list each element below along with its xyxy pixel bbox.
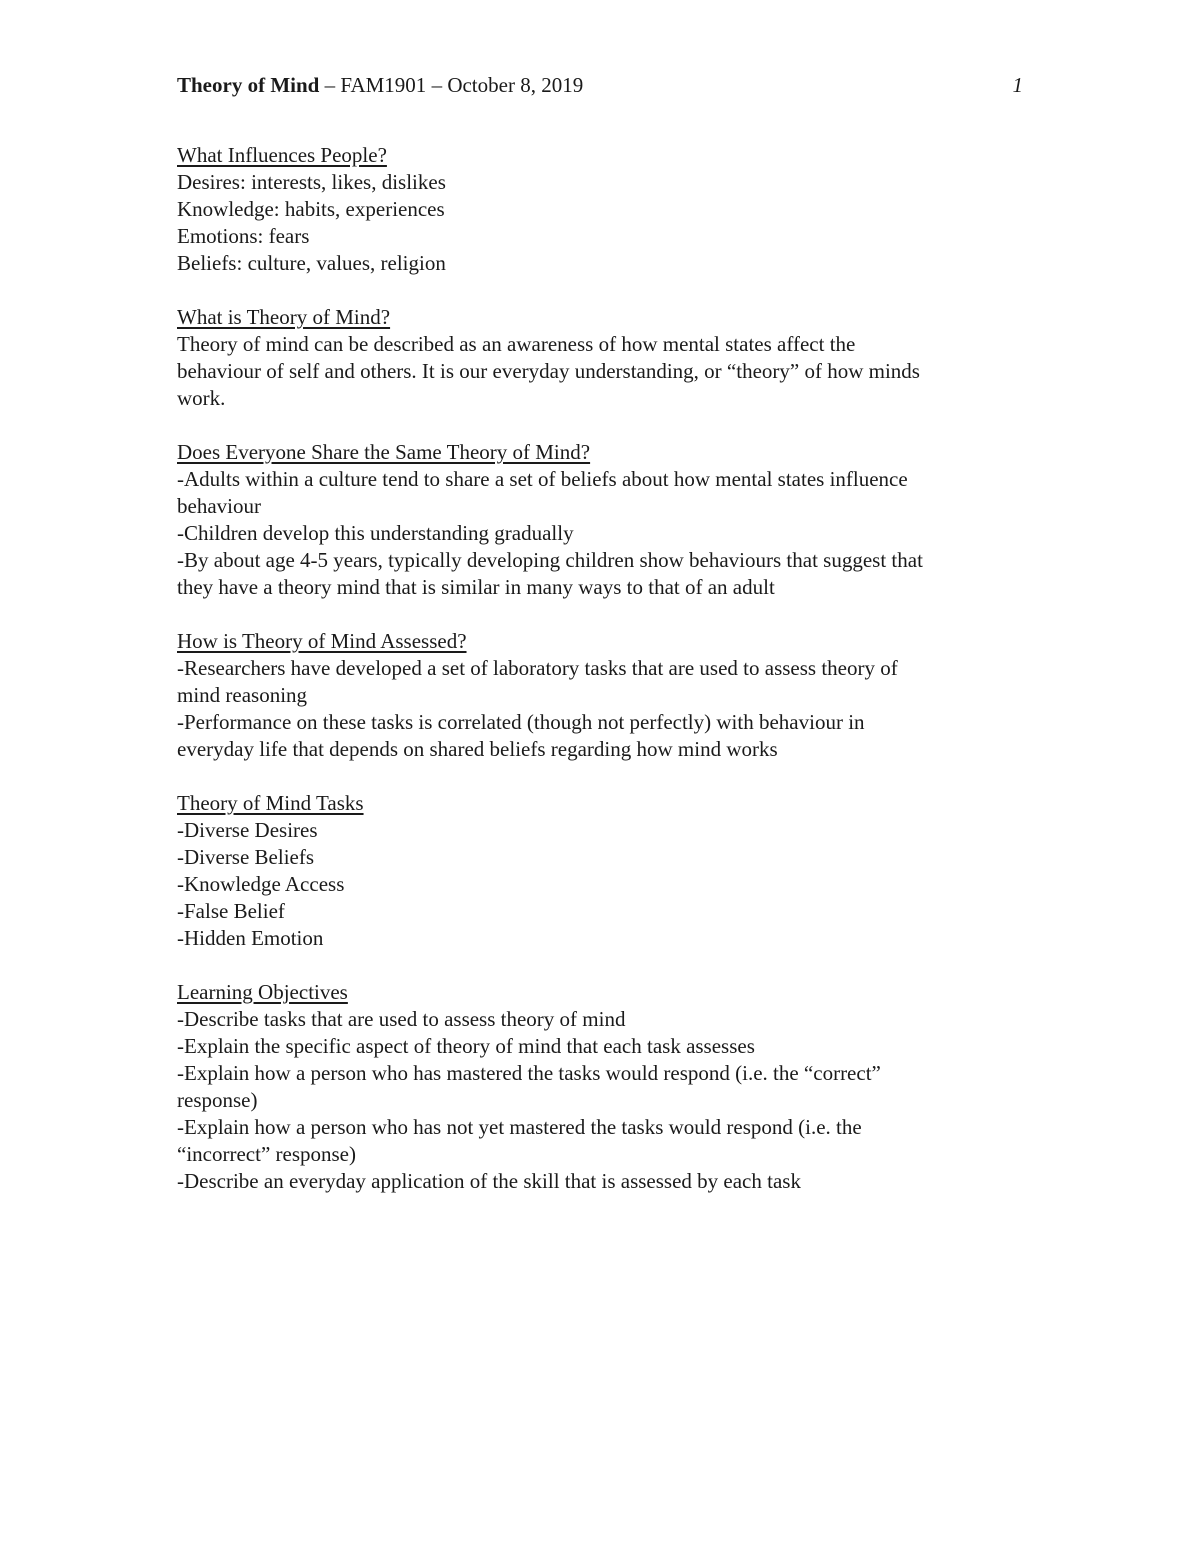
text-line: -Performance on these tasks is correlated (though not perfectly) with behaviour in [177,710,865,734]
header-separator: – [426,73,448,97]
text-line: everyday life that depends on shared beliefs regarding how mind works [177,737,778,761]
text-line: -Explain how a person who has not yet mastered the tasks would respond (i.e. the [177,1115,862,1139]
text-line: they have a theory mind that is similar in many ways to that of an adult [177,575,775,599]
section-heading: What is Theory of Mind? [177,305,391,329]
text-line: behaviour [177,494,261,518]
section-heading: Theory of Mind Tasks [177,791,364,815]
document-body [177,142,1023,1222]
text-line: -Explain the specific aspect of theory of mind that each task assesses [177,1034,755,1058]
text-line: -Researchers have developed a set of laboratory tasks that are used to assess theory of [177,656,898,680]
header-separator: – [319,73,341,97]
section [177,439,1023,601]
page-header [177,70,1023,100]
text-line: -Explain how a person who has mastered the tasks would respond (i.e. the “correct” [177,1061,881,1085]
section-heading: How is Theory of Mind Assessed? [177,629,467,653]
section [177,790,1023,952]
text-line: -Knowledge Access [177,872,345,896]
document-title: Theory of Mind [177,73,320,97]
text-line: -Hidden Emotion [177,926,324,950]
text-line: Theory of mind can be described as an awareness of how mental states affect the [177,332,856,356]
text-line: -Describe an everyday application of the skill that is assessed by each task [177,1169,801,1193]
page-number: 1 [1012,73,1023,97]
text-line: Desires: interests, likes, dislikes [177,170,446,194]
section [177,979,1023,1195]
section-heading: Does Everyone Share the Same Theory of Mind? [177,440,591,464]
text-line: -Adults within a culture tend to share a set of beliefs about how mental states influence [177,467,908,491]
document-date: October 8, 2019 [447,73,584,97]
text-line: Emotions: fears [177,224,310,248]
text-line: response) [177,1088,258,1112]
text-line: Knowledge: habits, experiences [177,197,445,221]
section [177,304,1023,412]
text-line: -Diverse Desires [177,818,318,842]
course-code: FAM1901 [340,73,427,97]
text-line: Beliefs: culture, values, religion [177,251,446,275]
text-line: -By about age 4-5 years, typically developing children show behaviours that suggest that [177,548,923,572]
section-heading: Learning Objectives [177,980,348,1004]
text-line: behaviour of self and others. It is our everyday understanding, or “theory” of how minds [177,359,920,383]
text-line: “incorrect” response) [177,1142,356,1166]
text-line: mind reasoning [177,683,308,707]
text-line: -False Belief [177,899,285,923]
section-heading: What Influences People? [177,143,387,167]
text-line: -Children develop this understanding gradually [177,521,574,545]
text-line: -Describe tasks that are used to assess theory of mind [177,1007,626,1031]
text-line: -Diverse Beliefs [177,845,315,869]
text-line: work. [177,386,226,410]
section [177,628,1023,763]
section [177,142,1023,277]
